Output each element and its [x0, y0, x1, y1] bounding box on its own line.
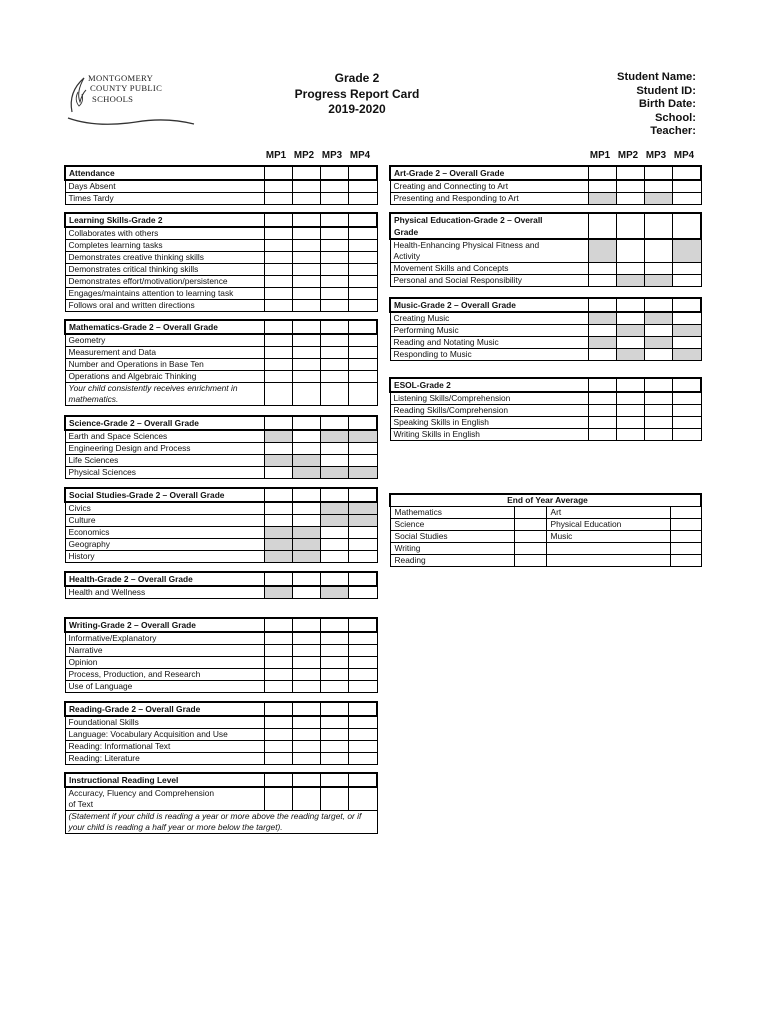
row-label: Accuracy, Fluency and Comprehension of Text	[65, 787, 264, 811]
table-row	[65, 632, 377, 645]
row-label: Demonstrates critical thinking skills	[65, 264, 264, 276]
mp1-label: MP1	[265, 150, 287, 161]
section-title: Attendance	[65, 166, 264, 180]
table-row	[65, 383, 377, 406]
table-row	[390, 555, 701, 567]
row-label: Number and Operations in Base Ten	[65, 359, 264, 371]
section-title: ESOL-Grade 2	[390, 378, 588, 392]
section-title: Science-Grade 2 – Overall Grade	[65, 416, 264, 430]
section-title: End of Year Average	[390, 494, 701, 507]
music-table	[389, 297, 702, 361]
row-label: Listening Skills/Comprehension	[390, 392, 588, 405]
row-label: Narrative	[65, 645, 264, 657]
table-row	[65, 811, 377, 834]
table-row	[65, 300, 377, 312]
row-label: Language: Vocabulary Acquisition and Use	[65, 729, 264, 741]
mp1-label: MP1	[589, 150, 611, 161]
writing-table	[64, 617, 378, 693]
table-row	[65, 288, 377, 300]
table-row	[65, 276, 377, 288]
mp2-label: MP2	[293, 150, 315, 161]
row-label: Collaborates with others	[65, 227, 264, 240]
logo-text: MONTGOMERY COUNTY PUBLIC SCHOOLS	[88, 73, 163, 104]
row-label: Reading and Notating Music	[390, 337, 588, 349]
table-row	[65, 657, 377, 669]
table-row	[390, 325, 701, 337]
table-header-row	[390, 494, 701, 507]
row-label: Reading: Literature	[65, 753, 264, 765]
row-label: Engages/maintains attention to learning task	[65, 288, 264, 300]
row-label: Completes learning tasks	[65, 240, 264, 252]
table-row	[65, 334, 377, 347]
table-row	[390, 263, 701, 275]
instructional-reading-table	[64, 772, 378, 834]
row-label: Physical Education	[546, 519, 670, 531]
table-header-row	[65, 213, 377, 227]
row-label: Informative/Explanatory	[65, 632, 264, 645]
row-label: Days Absent	[65, 180, 264, 193]
row-label: Civics	[65, 502, 264, 515]
table-row	[65, 443, 377, 455]
social-studies-table	[64, 487, 378, 563]
row-label: Speaking Skills in English	[390, 417, 588, 429]
table-header-row	[390, 378, 701, 392]
table-row	[390, 193, 701, 205]
row-label: Personal and Social Responsibility	[390, 275, 588, 287]
section-title: Writing-Grade 2 – Overall Grade	[65, 618, 264, 632]
esol-table	[389, 377, 702, 441]
table-row	[65, 252, 377, 264]
table-row	[65, 741, 377, 753]
row-label: Health-Enhancing Physical Fitness and Activity	[390, 239, 588, 263]
row-label: Creating Music	[390, 312, 588, 325]
table-row	[65, 359, 377, 371]
table-row	[390, 239, 701, 263]
table-row	[390, 180, 701, 193]
section-title: Reading-Grade 2 – Overall Grade	[65, 702, 264, 716]
table-header-row	[390, 213, 701, 239]
table-row	[65, 787, 377, 811]
attendance-table	[64, 165, 378, 205]
table-header-row	[390, 166, 701, 180]
table-row	[390, 392, 701, 405]
row-label: Times Tardy	[65, 193, 264, 205]
table-header-row	[65, 773, 377, 787]
table-header-row	[65, 618, 377, 632]
table-header-row	[65, 572, 377, 586]
table-row	[390, 275, 701, 287]
row-label: Reading: Informational Text	[65, 741, 264, 753]
table-row	[65, 467, 377, 479]
row-label: Writing	[390, 543, 514, 555]
row-label: Demonstrates effort/motivation/persistence	[65, 276, 264, 288]
table-header-row	[65, 416, 377, 430]
section-title: Art-Grade 2 – Overall Grade	[390, 166, 588, 180]
row-label: Art	[546, 507, 670, 519]
teacher-label: Teacher:	[650, 125, 696, 138]
student-name-label: Student Name:	[617, 71, 696, 83]
table-row	[390, 429, 701, 441]
row-label: Social Studies	[390, 531, 514, 543]
row-label: Movement Skills and Concepts	[390, 263, 588, 275]
row-label: Health and Wellness	[65, 586, 264, 599]
learning-skills-table	[64, 212, 378, 312]
section-title: Mathematics-Grade 2 – Overall Grade	[65, 320, 264, 334]
mp3-label: MP3	[645, 150, 667, 161]
reading-table	[64, 701, 378, 765]
row-label: Science	[390, 519, 514, 531]
row-label: Reading	[390, 555, 514, 567]
table-row	[65, 515, 377, 527]
row-label: Foundational Skills	[65, 716, 264, 729]
section-title: Health-Grade 2 – Overall Grade	[65, 572, 264, 586]
student-info	[617, 71, 696, 139]
school-label: School:	[654, 111, 696, 124]
table-row	[65, 227, 377, 240]
table-row	[65, 551, 377, 563]
health-table	[64, 571, 378, 599]
row-label: Follows oral and written directions	[65, 300, 264, 312]
table-row	[65, 586, 377, 599]
row-label: Earth and Space Sciences	[65, 430, 264, 443]
section-title: Music-Grade 2 – Overall Grade	[390, 298, 588, 312]
table-row	[390, 312, 701, 325]
row-label	[546, 555, 670, 567]
row-label: Mathematics	[390, 507, 514, 519]
art-table	[389, 165, 702, 205]
section-title: Physical Education-Grade 2 – Overall Grade	[390, 213, 588, 239]
row-label: Demonstrates creative thinking skills	[65, 252, 264, 264]
row-label: Use of Language	[65, 681, 264, 693]
table-row	[390, 507, 701, 519]
table-row	[390, 519, 701, 531]
table-row	[390, 417, 701, 429]
table-row	[65, 539, 377, 551]
table-row	[390, 337, 701, 349]
row-label: Responding to Music	[390, 349, 588, 361]
row-label: Presenting and Responding to Art	[390, 193, 588, 205]
section-title: Instructional Reading Level	[65, 773, 264, 787]
table-header-row	[65, 488, 377, 502]
table-row	[65, 240, 377, 252]
table-row	[390, 405, 701, 417]
row-label: Geography	[65, 539, 264, 551]
row-label: Writing Skills in English	[390, 429, 588, 441]
row-label: Process, Production, and Research	[65, 669, 264, 681]
table-row	[65, 180, 377, 193]
end-of-year-table	[389, 493, 702, 567]
table-row	[65, 645, 377, 657]
science-table	[64, 415, 378, 479]
table-row	[65, 502, 377, 515]
table-row	[65, 430, 377, 443]
table-row	[390, 531, 701, 543]
mp3-label: MP3	[321, 150, 343, 161]
row-label: Life Sciences	[65, 455, 264, 467]
row-label: Reading Skills/Comprehension	[390, 405, 588, 417]
row-label: Music	[546, 531, 670, 543]
row-label: Engineering Design and Process	[65, 443, 264, 455]
birth-date-label: Birth Date:	[638, 98, 696, 111]
mp-header-right	[586, 150, 698, 161]
row-label: History	[65, 551, 264, 563]
table-header-row	[65, 166, 377, 180]
row-label: Physical Sciences	[65, 467, 264, 479]
row-label: Geometry	[65, 334, 264, 347]
table-row	[65, 527, 377, 539]
table-row	[65, 669, 377, 681]
row-label: Opinion	[65, 657, 264, 669]
section-title: Social Studies-Grade 2 – Overall Grade	[65, 488, 264, 502]
row-label: Creating and Connecting to Art	[390, 180, 588, 193]
table-row	[65, 716, 377, 729]
mp2-label: MP2	[617, 150, 639, 161]
table-row	[65, 193, 377, 205]
report-title: Grade 2 Progress Report Card 2019-2020	[294, 71, 420, 116]
student-id-label: Student ID:	[636, 84, 696, 97]
row-label: Economics	[65, 527, 264, 539]
table-row	[390, 543, 701, 555]
table-header-row	[390, 298, 701, 312]
table-header-row	[65, 320, 377, 334]
mp4-label: MP4	[673, 150, 695, 161]
math-table	[64, 319, 378, 406]
mp-header-left	[262, 150, 374, 161]
table-row	[65, 264, 377, 276]
table-row	[390, 349, 701, 361]
table-header-row	[65, 702, 377, 716]
row-label	[546, 543, 670, 555]
row-label: Culture	[65, 515, 264, 527]
section-title: Learning Skills-Grade 2	[65, 213, 264, 227]
pe-table	[389, 212, 702, 287]
table-row	[65, 729, 377, 741]
table-row	[65, 371, 377, 383]
row-label: Operations and Algebraic Thinking	[65, 371, 264, 383]
table-row	[65, 455, 377, 467]
row-label: Performing Music	[390, 325, 588, 337]
table-row	[65, 347, 377, 359]
enrichment-note: Your child consistently receives enrichment in mathematics.	[65, 383, 264, 406]
table-row	[65, 753, 377, 765]
table-row	[65, 681, 377, 693]
mp4-label: MP4	[349, 150, 371, 161]
reading-level-note: (Statement if your child is reading a year or more above the reading target, or if your child is reading a half year or more below the target).	[65, 811, 377, 834]
row-label: Measurement and Data	[65, 347, 264, 359]
